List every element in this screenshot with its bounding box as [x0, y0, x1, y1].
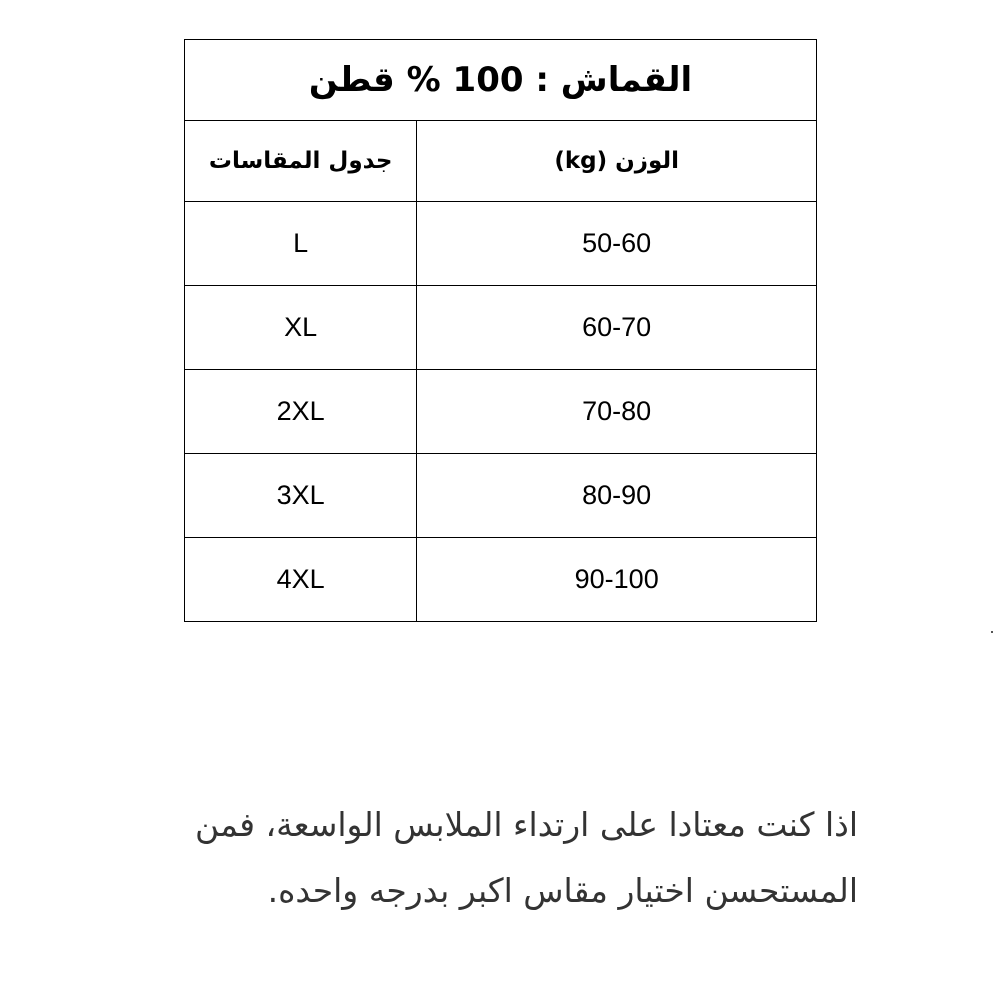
header-row	[185, 121, 817, 202]
table-row	[185, 454, 817, 538]
size-header: جدول المقاسات	[185, 121, 417, 202]
sizing-advice-note	[98, 792, 858, 924]
size-cell: XL	[185, 286, 417, 370]
weight-header: الوزن (kg)	[417, 121, 817, 202]
fabric-title: القماش : 100 % قطن	[185, 40, 817, 121]
size-cell: 3XL	[185, 454, 417, 538]
table-row	[185, 370, 817, 454]
note-line-2: المستحسن اختيار مقاس اكبر بدرجه واحده.	[267, 871, 858, 910]
weight-cell: 50-60	[417, 202, 817, 286]
table-row	[185, 202, 817, 286]
weight-cell: 60-70	[417, 286, 817, 370]
stray-dot	[991, 631, 993, 633]
table-row	[185, 538, 817, 622]
title-row	[185, 40, 817, 121]
size-cell: 4XL	[185, 538, 417, 622]
size-cell: 2XL	[185, 370, 417, 454]
weight-cell: 80-90	[417, 454, 817, 538]
size-cell: L	[185, 202, 417, 286]
size-chart-table	[184, 39, 817, 622]
note-line-1: اذا كنت معتادا على ارتداء الملابس الواسعة، فمن	[195, 805, 858, 844]
table-row	[185, 286, 817, 370]
weight-cell: 90-100	[417, 538, 817, 622]
weight-cell: 70-80	[417, 370, 817, 454]
